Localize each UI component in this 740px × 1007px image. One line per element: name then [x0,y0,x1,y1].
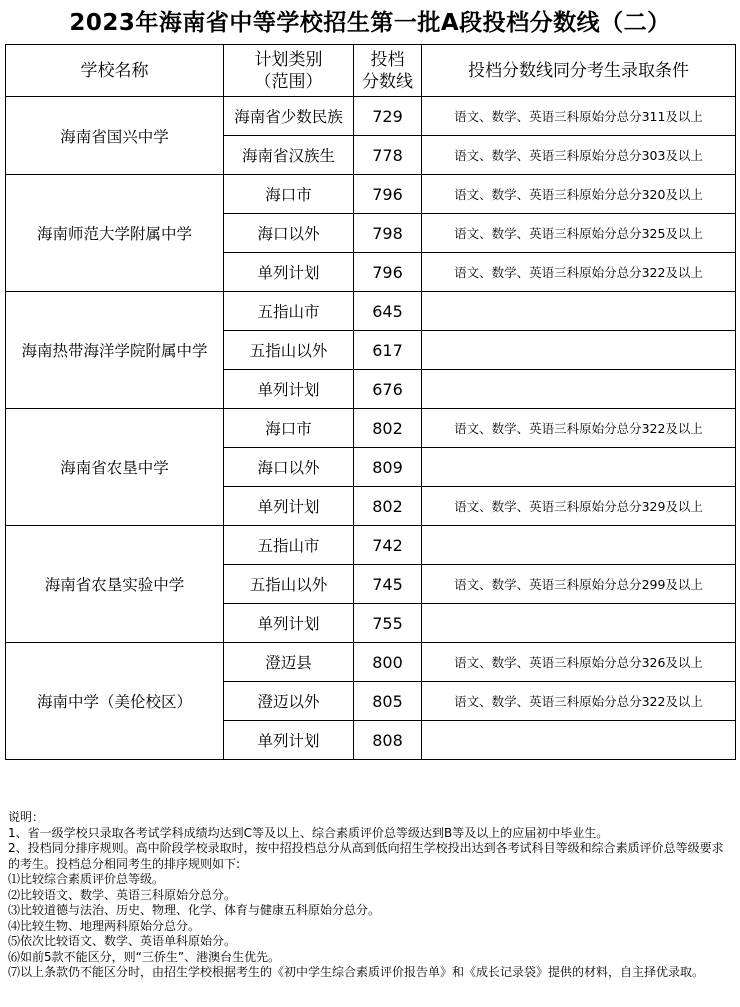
header-plan: 计划类别 （范围） [224,45,354,97]
school-name-cell: 海南省国兴中学 [6,97,224,175]
plan-cell: 海口以外 [224,214,354,253]
condition-cell [422,448,736,487]
score-cell: 617 [354,331,422,370]
table-row [6,97,736,136]
score-cell: 729 [354,97,422,136]
score-cell: 802 [354,487,422,526]
score-cell: 805 [354,682,422,721]
notes-section [8,810,734,981]
condition-cell: 语文、数学、英语三科原始分总分303及以上 [422,136,736,175]
note-item: ⑶比较道德与法治、历史、物理、化学、体育与健康五科原始分总分。 [8,903,381,917]
header-school: 学校名称 [6,45,224,97]
condition-cell: 语文、数学、英语三科原始分总分329及以上 [422,487,736,526]
plan-cell: 澄迈以外 [224,682,354,721]
score-cell: 800 [354,643,422,682]
admission-score-table [5,44,736,760]
school-name-cell: 海南师范大学附属中学 [6,175,224,292]
condition-cell: 语文、数学、英语三科原始分总分320及以上 [422,175,736,214]
table-row [6,526,736,565]
page-title: 2023年海南省中等学校招生第一批A段投档分数线（二） [69,10,671,36]
school-name-cell: 海南省农垦中学 [6,409,224,526]
note-item: ⑵比较语文、数学、英语三科原始分总分。 [8,887,237,902]
condition-cell: 语文、数学、英语三科原始分总分322及以上 [422,409,736,448]
note-item: ⑺以上条款仍不能区分时，由招生学校根据考生的《初中学生综合素质评价报告单》和《成长记录袋》提供的材料，自主择优录取。 [8,965,705,979]
score-cell: 742 [354,526,422,565]
plan-cell: 海南省少数民族 [224,97,354,136]
score-cell: 778 [354,136,422,175]
school-name-cell: 海南省农垦实验中学 [6,526,224,643]
notes-heading: 说明： [8,810,45,824]
condition-cell [422,721,736,760]
plan-cell: 海口以外 [224,448,354,487]
note-item: ⑴比较综合素质评价总等级。 [8,872,165,886]
header-condition: 投档分数线同分考生录取条件 [422,45,736,97]
plan-cell: 单列计划 [224,604,354,643]
table-row [6,643,736,682]
condition-cell: 语文、数学、英语三科原始分总分299及以上 [422,565,736,604]
condition-cell [422,604,736,643]
condition-cell: 语文、数学、英语三科原始分总分325及以上 [422,214,736,253]
note-item: 2、投档同分排序规则。高中阶段学校录取时，按中招投档总分从高到低向招生学校投出达到各考试科目等级和综合素质评价总等级要求的考生。投档总分相同考生的排序规则如下: [8,841,724,871]
condition-cell: 语文、数学、英语三科原始分总分322及以上 [422,682,736,721]
plan-cell: 海口市 [224,409,354,448]
condition-cell [422,292,736,331]
score-cell: 676 [354,370,422,409]
plan-cell: 单列计划 [224,487,354,526]
table-row [6,409,736,448]
score-cell: 755 [354,604,422,643]
condition-cell [422,370,736,409]
score-cell: 802 [354,409,422,448]
plan-cell: 五指山市 [224,526,354,565]
plan-cell: 海南省汉族生 [224,136,354,175]
score-cell: 645 [354,292,422,331]
header-score: 投档 分数线 [354,45,422,97]
score-cell: 796 [354,253,422,292]
note-item: 1、省一级学校只录取各考试学科成绩均达到C等及以上、综合素质评价总等级达到B等及以上的应届初中毕业生。 [8,825,609,840]
note-item: ⑷比较生物、地理两科原始分总分。 [8,918,201,933]
note-item: ⑹如前5款不能区分，则“三侨生”、港澳台生优先。 [8,949,281,964]
score-cell: 798 [354,214,422,253]
plan-cell: 单列计划 [224,253,354,292]
school-name-cell: 海南热带海洋学院附属中学 [6,292,224,409]
score-cell: 796 [354,175,422,214]
table-row [6,175,736,214]
plan-cell: 海口市 [224,175,354,214]
condition-cell [422,331,736,370]
condition-cell: 语文、数学、英语三科原始分总分322及以上 [422,253,736,292]
plan-cell: 五指山以外 [224,565,354,604]
table-row [6,292,736,331]
table-header-row [6,45,736,97]
plan-cell: 五指山以外 [224,331,354,370]
score-cell: 808 [354,721,422,760]
condition-cell: 语文、数学、英语三科原始分总分326及以上 [422,643,736,682]
plan-cell: 单列计划 [224,370,354,409]
condition-cell [422,526,736,565]
score-cell: 809 [354,448,422,487]
plan-cell: 五指山市 [224,292,354,331]
school-name-cell: 海南中学（美伦校区） [6,643,224,760]
score-cell: 745 [354,565,422,604]
condition-cell: 语文、数学、英语三科原始分总分311及以上 [422,97,736,136]
note-item: ⑸依次比较语文、数学、英语单科原始分。 [8,934,237,948]
plan-cell: 单列计划 [224,721,354,760]
plan-cell: 澄迈县 [224,643,354,682]
